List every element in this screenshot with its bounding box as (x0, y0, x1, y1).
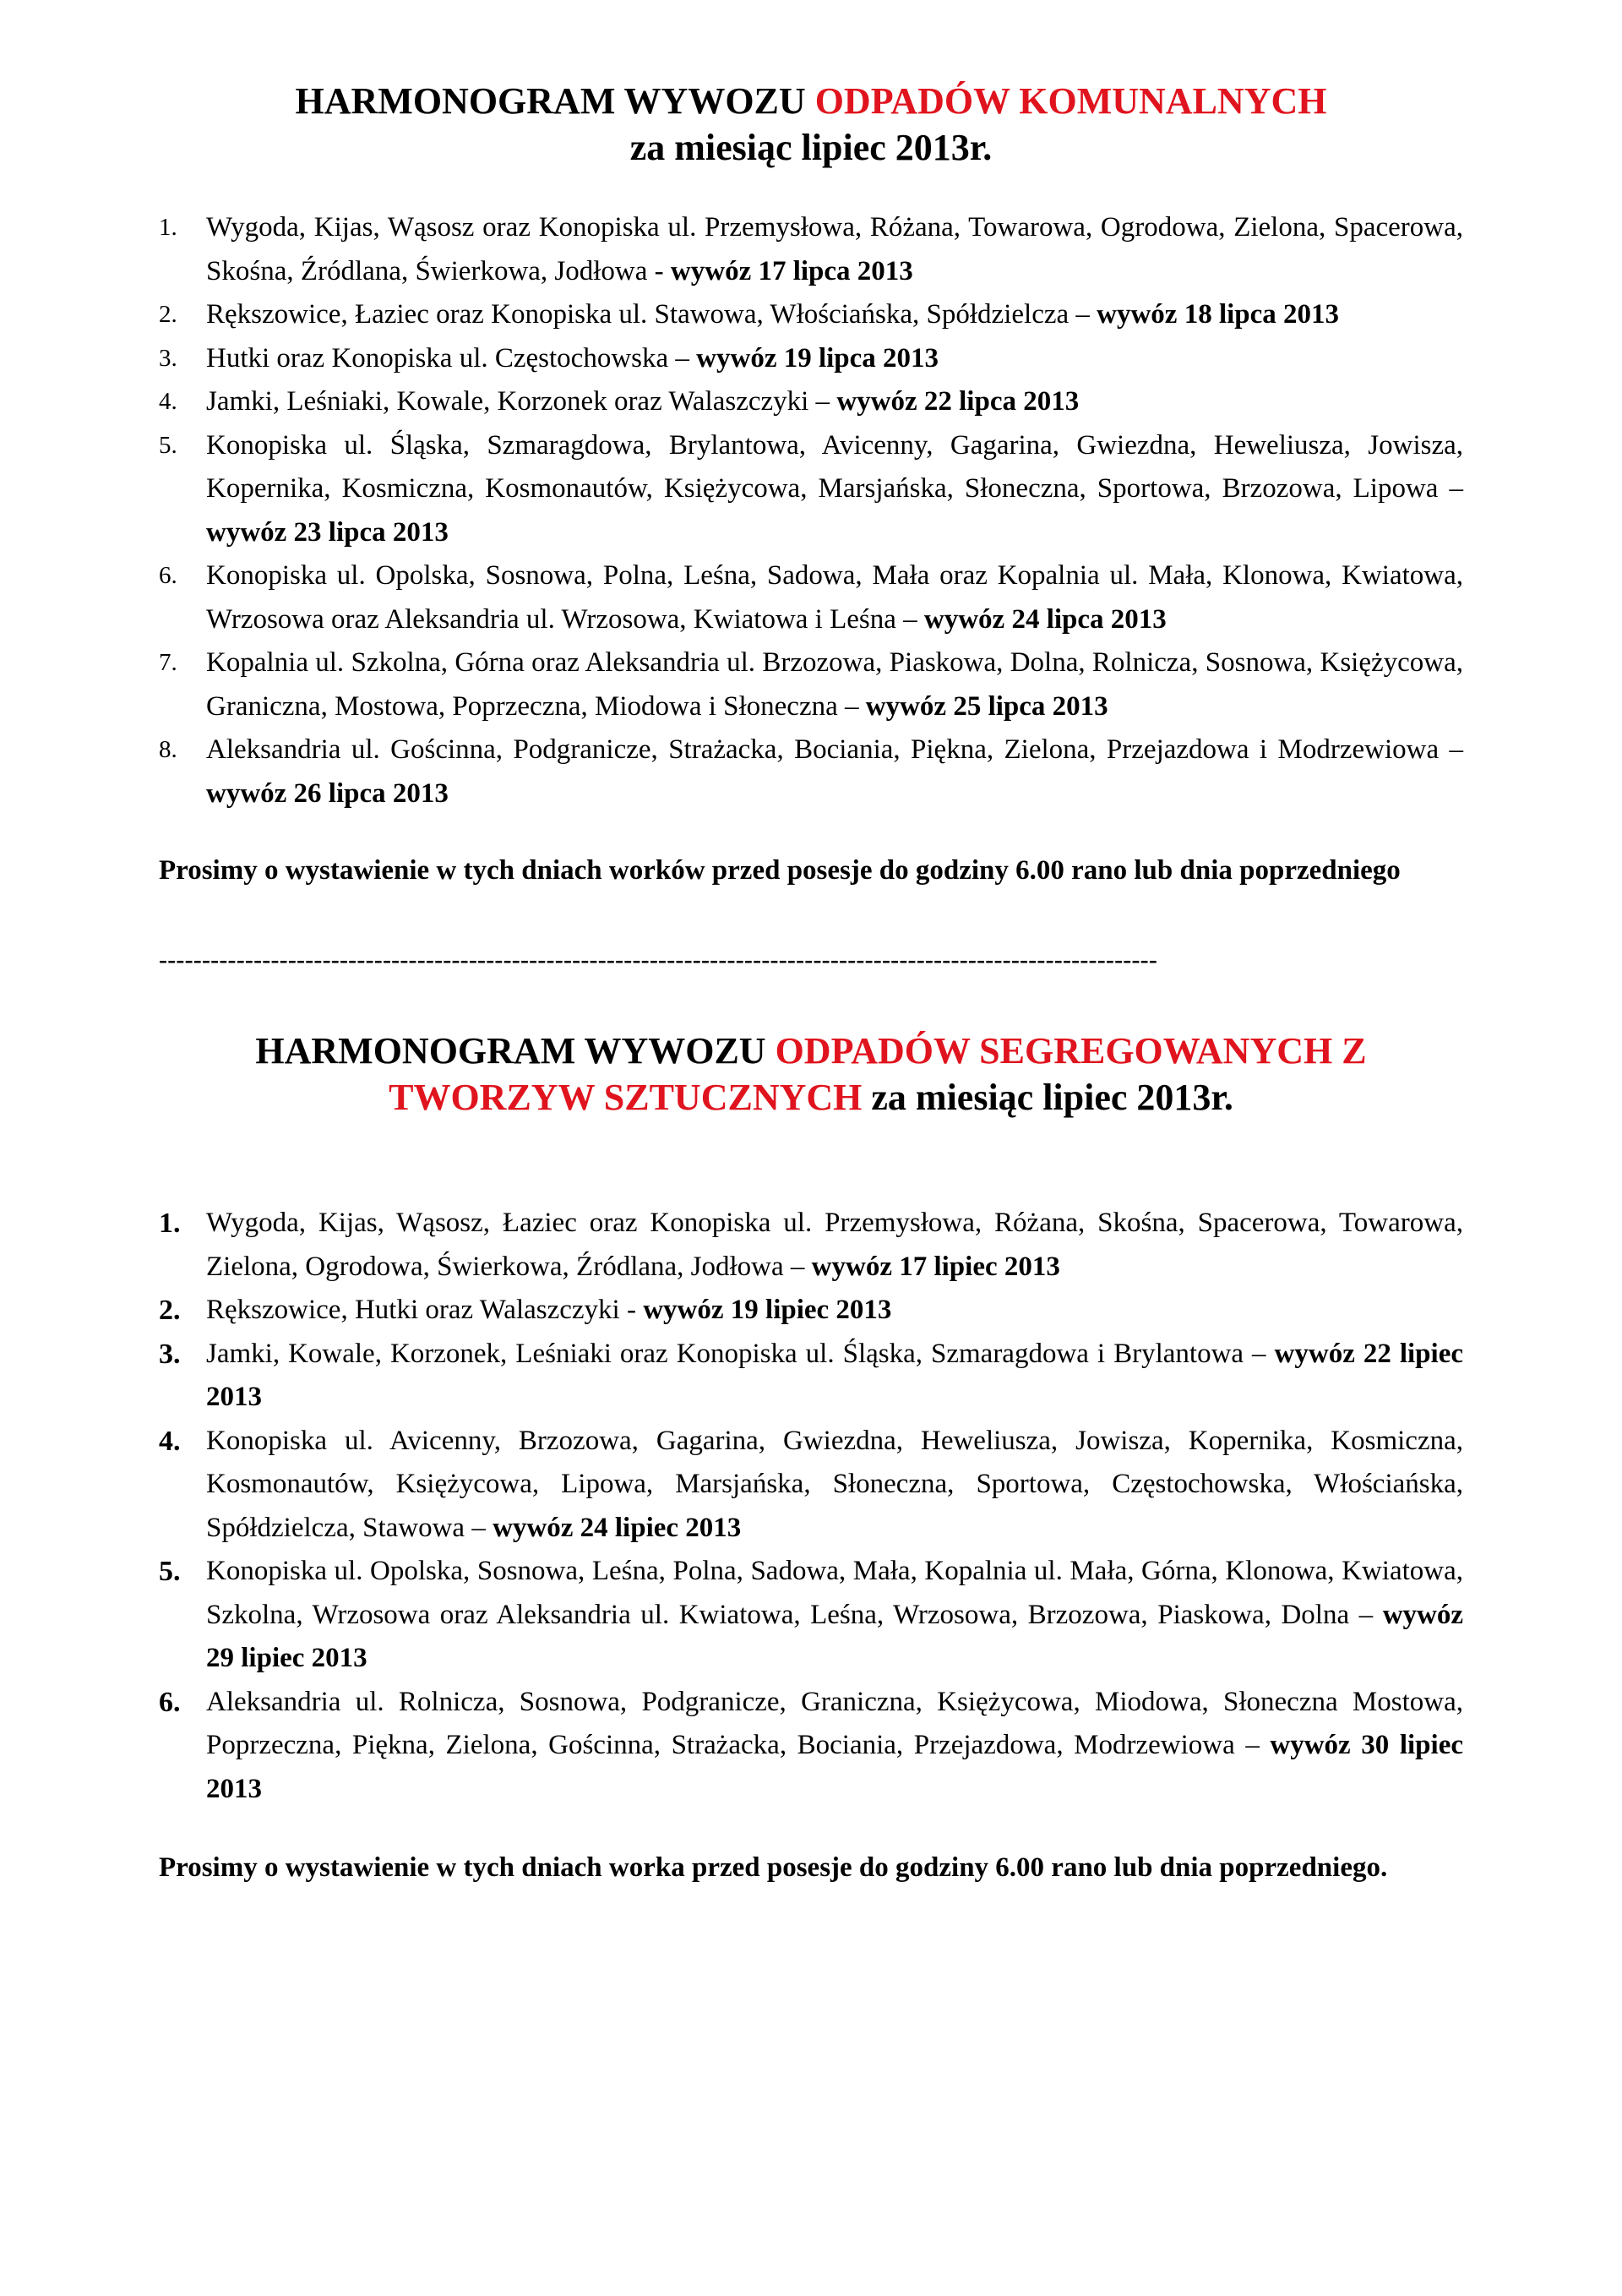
item-locations: Hutki oraz Konopiska ul. Częstochowska – (206, 342, 697, 374)
item-locations: Rększowice, Hutki oraz Walaszczyki - (206, 1295, 644, 1325)
item-number: 2. (159, 1295, 181, 1326)
item-locations: Rększowice, Łaziec oraz Konopiska ul. Stawowa, Włościańska, Spółdzielcza – (206, 299, 1097, 330)
list-item (159, 293, 1463, 337)
item-locations: Jamki, Leśniaki, Kowale, Korzonek oraz Walaszczyki – (206, 386, 837, 417)
list-item (159, 380, 1463, 424)
section1-title (159, 0, 1463, 171)
item-date: wywóz 17 lipiec 2013 (811, 1251, 1060, 1282)
list-item (159, 641, 1463, 728)
list-item (159, 1202, 1463, 1289)
item-date: wywóz 24 lipiec 2013 (493, 1512, 742, 1543)
item-locations: Kopalnia ul. Szkolna, Górna oraz Aleksandria ul. Brzozowa, Piaskowa, Dolna, Rolnicza, Sosnowa, Księżycowa, Graniczna, Mostowa, Poprzeczna, Miodowa i Słoneczna – (206, 647, 1463, 722)
section2-title-black: HARMONOGRAM WYWOZU (255, 1030, 776, 1072)
item-number: 7. (159, 649, 177, 676)
dashed-separator: -------------------------------------------------------------------------------------------------------------------- (159, 946, 1158, 973)
list-item (159, 1550, 1463, 1681)
item-number: 3. (159, 344, 177, 372)
item-date: wywóz 24 lipca 2013 (923, 603, 1167, 635)
item-number: 4. (159, 388, 177, 415)
section1-title-black: HARMONOGRAM WYWOZU (295, 80, 815, 122)
item-locations: Wygoda, Kijas, Wąsosz oraz Konopiska ul. Przemysłowa, Różana, Towarowa, Ogrodowa, Zielona, Spacerowa, Skośna, Źródlana, Świerkowa, Jodłowa - (206, 212, 1463, 286)
item-date: wywóz 25 lipca 2013 (865, 690, 1108, 722)
section2-schedule-list (159, 1202, 1463, 1811)
list-item (159, 206, 1463, 293)
list-item (159, 554, 1463, 641)
item-locations: Konopiska ul. Opolska, Sosnowa, Polna, Leśna, Sadowa, Mała oraz Kopalnia ul. Mała, Klonowa, Kwiatowa, Wrzosowa oraz Aleksandria ul. Wrzosowa, Kwiatowa i Leśna – (206, 560, 1463, 635)
section1-subtitle: za miesiąc lipiec 2013r. (629, 127, 993, 168)
list-item (159, 728, 1463, 815)
item-number: 4. (159, 1425, 181, 1457)
item-date: wywóz 26 lipca 2013 (206, 777, 449, 809)
item-number: 5. (159, 1556, 181, 1587)
item-date: wywóz 23 lipca 2013 (206, 516, 449, 548)
item-locations: Konopiska ul. Avicenny, Brzozowa, Gagarina, Gwiezdna, Heweliusza, Jowisza, Kopernika, Kosmiczna, Kosmonautów, Księżycowa, Lipowa, Marsjańska, Słoneczna, Sportowa, Częstochowska, Włościańska, Spółdzielcza, Stawowa – (206, 1425, 1463, 1543)
list-item (159, 1333, 1463, 1420)
item-locations: Aleksandria ul. Gościnna, Podgranicze, Strażacka, Bociania, Piękna, Zielona, Przejazdowa i Modrzewiowa – (206, 734, 1463, 765)
item-locations: Jamki, Kowale, Korzonek, Leśniaki oraz Konopiska ul. Śląska, Szmaragdowa i Brylantowa – (206, 1338, 1275, 1369)
item-number: 5. (159, 431, 177, 459)
item-locations: Aleksandria ul. Rolnicza, Sosnowa, Podgranicze, Graniczna, Księżycowa, Miodowa, Słoneczna Mostowa, Poprzeczna, Piękna, Zielona, Gościnna, Strażacka, Bociania, Przejazdowa, Modrzewiowa – (206, 1686, 1463, 1760)
item-number: 6. (159, 562, 177, 589)
section2-title-red: ODPADÓW SEGREGOWANYCH Z TWORZYW SZTUCZNYCH (389, 1030, 1367, 1118)
item-number: 3. (159, 1338, 181, 1370)
item-date: wywóz 22 lipiec 2013 (206, 1338, 1463, 1412)
item-locations: Konopiska ul. Śląska, Szmaragdowa, Brylantowa, Avicenny, Gagarina, Gwiezdna, Heweliusza, Jowisza, Kopernika, Kosmiczna, Kosmonautów, Księżycowa, Marsjańska, Słoneczna, Sportowa, Brzozowa, Lipowa – (206, 429, 1463, 504)
list-item (159, 1289, 1463, 1333)
item-date: wywóz 19 lipiec 2013 (643, 1295, 892, 1325)
section1-title-red: ODPADÓW KOMUNALNYCH (814, 80, 1327, 122)
item-number: 2. (159, 301, 177, 328)
list-item (159, 424, 1463, 555)
item-date: wywóz 30 lipiec 2013 (206, 1730, 1463, 1804)
list-item (159, 337, 1463, 381)
list-item (159, 1681, 1463, 1812)
section1-schedule-list (159, 206, 1463, 815)
item-number: 6. (159, 1686, 181, 1718)
item-date: wywóz 18 lipca 2013 (1097, 299, 1340, 330)
section2-title (159, 1028, 1463, 1121)
item-date: wywóz 22 lipca 2013 (836, 386, 1080, 417)
section1-note: Prosimy o wystawienie w tych dniach worków przed posesje do godziny 6.00 rano lub dnia poprzedniego (159, 855, 1401, 886)
section2-note: Prosimy o wystawienie w tych dniach worka przed posesje do godziny 6.00 rano lub dnia poprzedniego. (159, 1852, 1388, 1883)
section2-title-suffix: za miesiąc lipiec 2013r. (862, 1077, 1233, 1118)
item-number: 8. (159, 736, 177, 763)
item-number: 1. (159, 214, 177, 241)
item-locations: Konopiska ul. Opolska, Sosnowa, Leśna, Polna, Sadowa, Mała, Kopalnia ul. Mała, Górna, Klonowa, Kwiatowa, Szkolna, Wrzosowa oraz Aleksandria ul. Kwiatowa, Leśna, Wrzosowa, Brzozowa, Piaskowa, Dolna – (206, 1556, 1463, 1630)
item-locations: Wygoda, Kijas, Wąsosz, Łaziec oraz Konopiska ul. Przemysłowa, Różana, Skośna, Spacerowa, Towarowa, Zielona, Ogrodowa, Świerkowa, Źródlana, Jodłowa – (206, 1208, 1463, 1282)
list-item (159, 1420, 1463, 1551)
item-date: wywóz 29 lipiec 2013 (206, 1599, 1463, 1673)
item-date: wywóz 19 lipca 2013 (696, 342, 939, 374)
item-date: wywóz 17 lipca 2013 (670, 255, 913, 286)
item-number: 1. (159, 1208, 181, 1239)
